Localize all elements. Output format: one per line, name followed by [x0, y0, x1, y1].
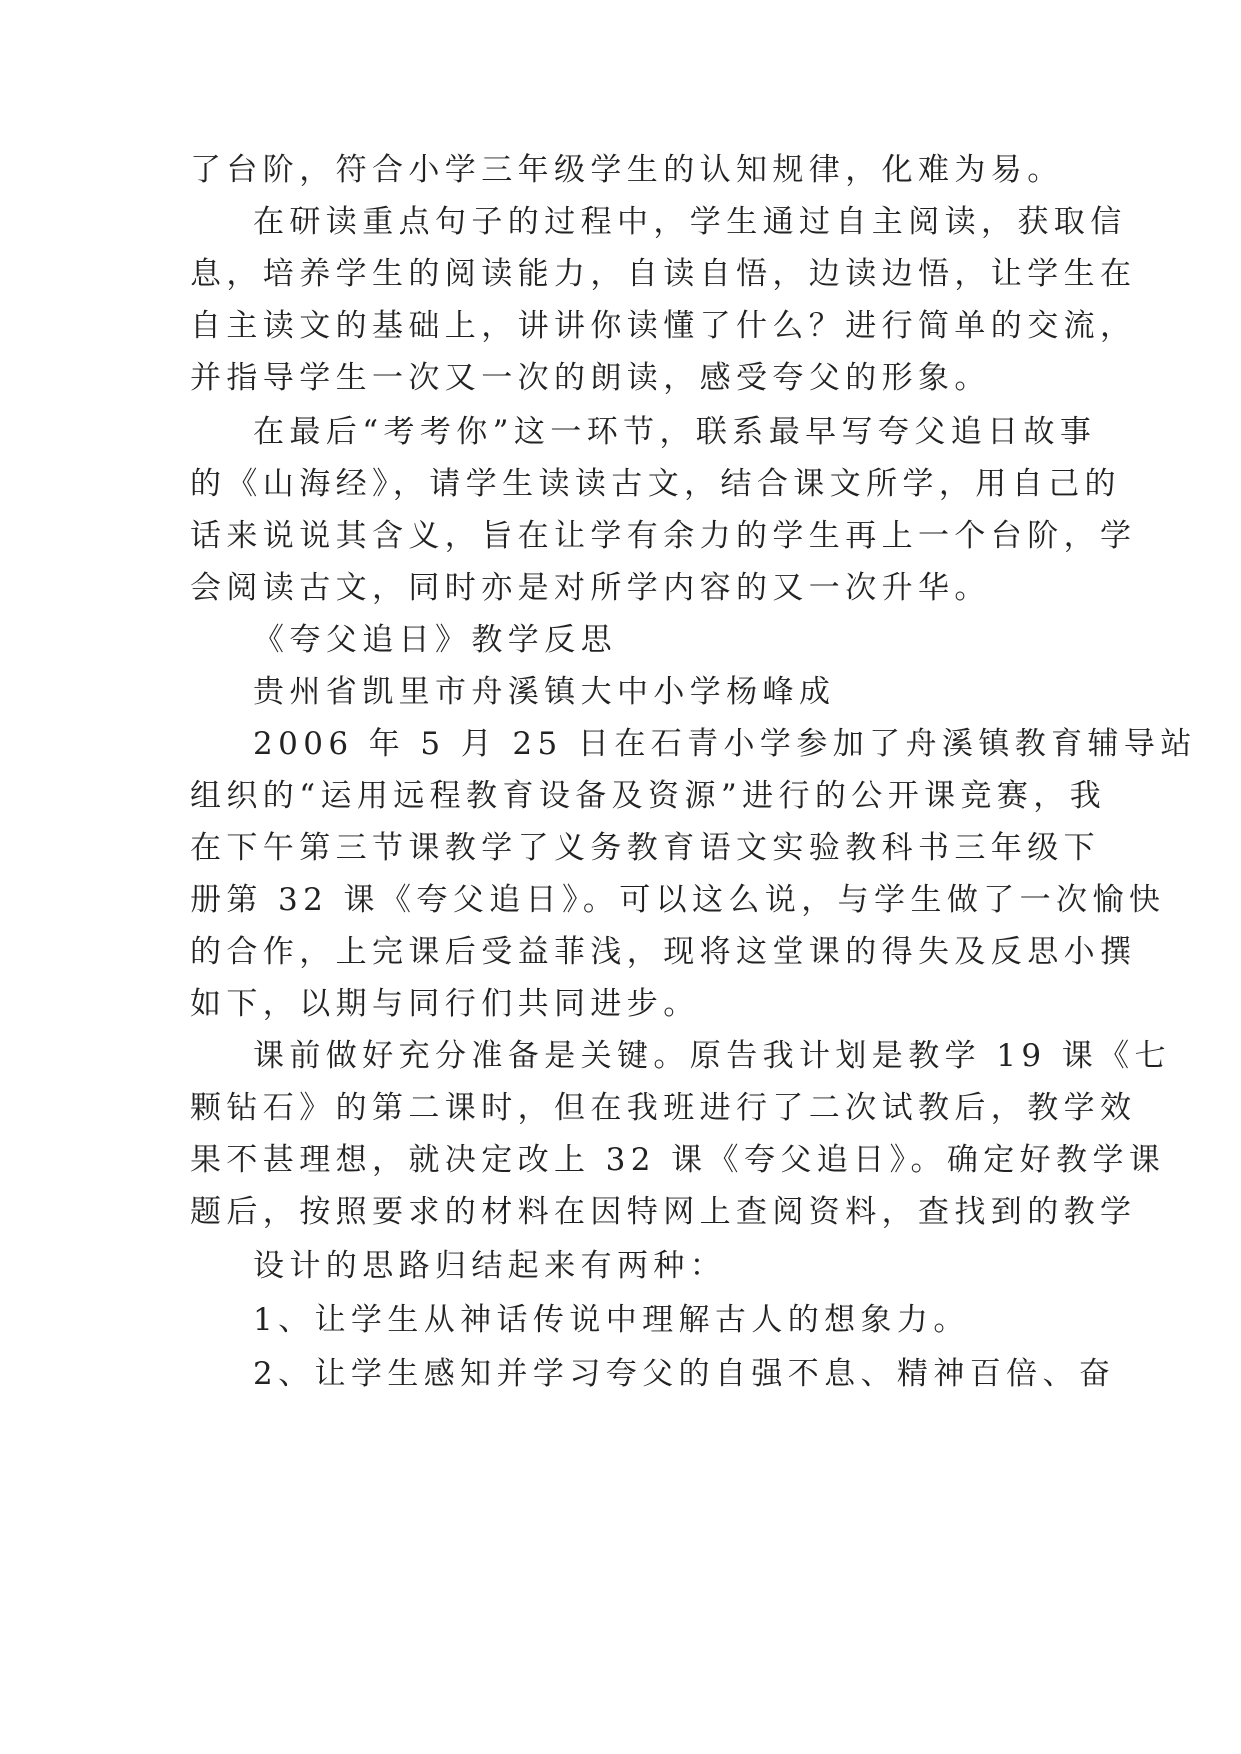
text-line: 话来说说其含义，旨在让学有余力的学生再上一个台阶，学	[190, 518, 1137, 554]
text-line: 颗钻石》的第二课时，但在我班进行了二次试教后，教学效	[190, 1090, 1137, 1126]
text-line: 组织的“运用远程教育设备及资源”进行的公开课竞赛，我	[190, 778, 1107, 814]
paragraph-start-line: 设计的思路归结起来有两种：	[253, 1248, 727, 1284]
text-line: 果不甚理想，就决定改上 32 课《夸父追日》。确定好教学课	[190, 1142, 1166, 1178]
text-line: 息，培养学生的阅读能力，自读自悟，边读边悟，让学生在	[190, 256, 1137, 292]
paragraph-start-line: 2006 年 5 月 25 日在石青小学参加了舟溪镇教育辅导站	[253, 726, 1197, 762]
text-line: 如下，以期与同行们共同进步。	[190, 986, 700, 1022]
list-item-1: 1、让学生从神话传说中理解古人的想象力。	[253, 1302, 970, 1338]
list-item-2: 2、让学生感知并学习夸父的自强不息、精神百倍、奋	[253, 1356, 1116, 1392]
text-line: 了台阶，符合小学三年级学生的认知规律，化难为易。	[190, 152, 1064, 188]
text-line: 的合作，上完课后受益菲浅，现将这堂课的得失及反思小撰	[190, 934, 1137, 970]
text-line: 的《山海经》，请学生读读古文，结合课文所学，用自己的	[190, 466, 1121, 502]
paragraph-start-line: 在研读重点句子的过程中，学生通过自主阅读，获取信	[253, 204, 1127, 240]
text-line: 册第 32 课《夸父追日》。可以这么说，与学生做了一次愉快	[190, 882, 1166, 918]
text-line: 会阅读古文，同时亦是对所学内容的又一次升华。	[190, 570, 991, 606]
author-line: 贵州省凯里市舟溪镇大中小学杨峰成	[253, 674, 836, 710]
paragraph-start-line: 课前做好充分准备是关键。原告我计划是教学 19 课《七	[253, 1038, 1171, 1074]
paragraph-start-line: 在最后“考考你”这一环节，联系最早写夸父追日故事	[253, 414, 1097, 450]
text-line: 并指导学生一次又一次的朗读，感受夸父的形象。	[190, 360, 991, 396]
section-title: 《夸父追日》教学反思	[253, 622, 617, 658]
text-line: 自主读文的基础上，讲讲你读懂了什么？进行简单的交流，	[190, 308, 1137, 344]
text-line: 在下午第三节课教学了义务教育语文实验教科书三年级下	[190, 830, 1100, 866]
text-line: 题后，按照要求的材料在因特网上查阅资料，查找到的教学	[190, 1194, 1137, 1230]
